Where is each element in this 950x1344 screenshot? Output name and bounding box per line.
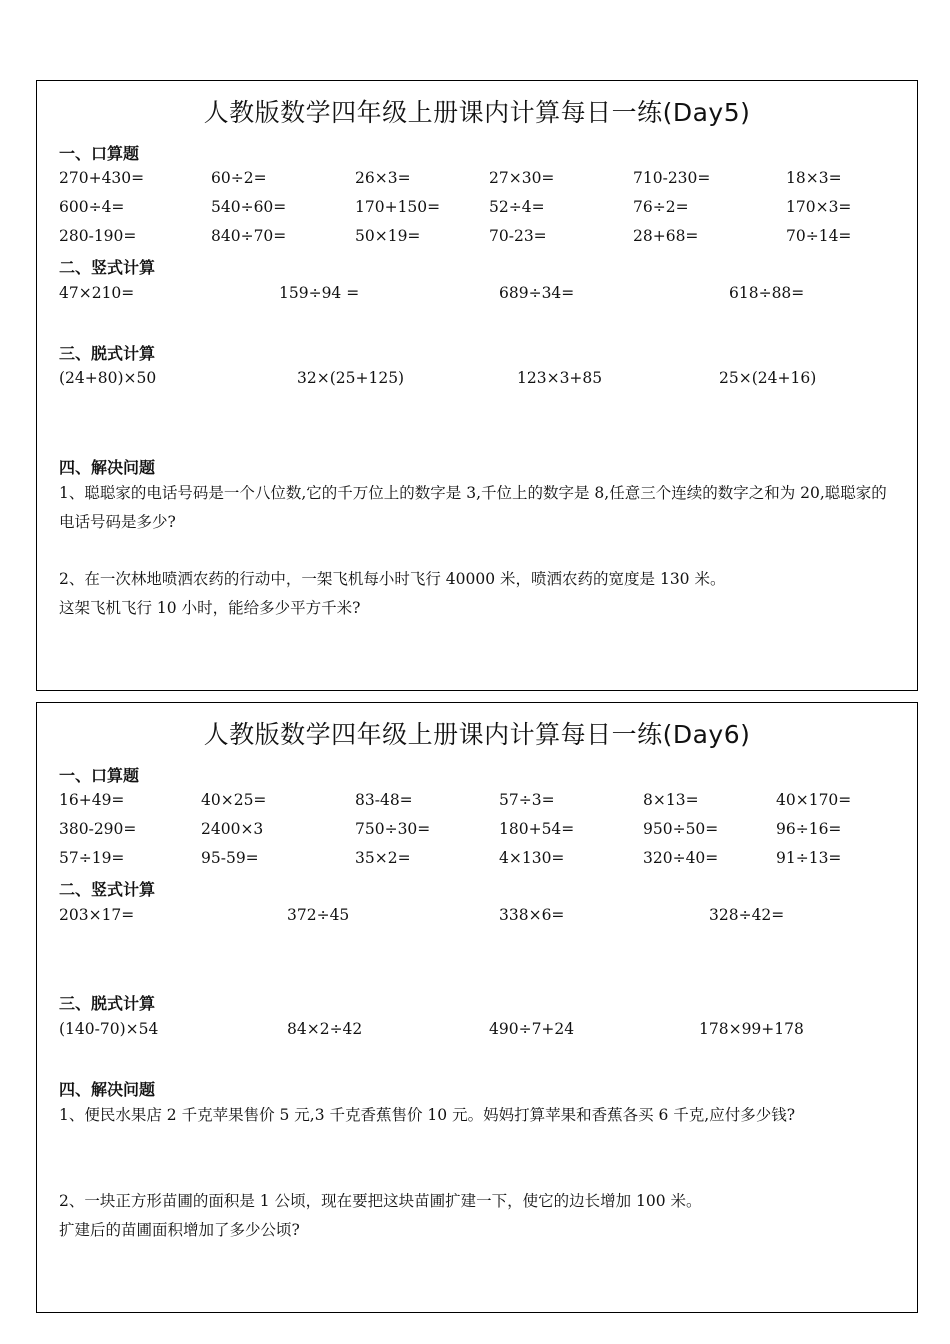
worksheet-day6 [36,702,918,1313]
word-problem-2-line2: 这架飞机飞行 10 小时，能给多少平方千米? [59,599,361,617]
stepwise-problem: 25×(24+16) [719,369,817,387]
oral-problem: 27×30= [489,169,555,187]
oral-problem: 35×2= [355,849,411,867]
oral-problem: 750÷30= [355,820,431,838]
word-problem-1: 1、便民水果店 2 千克苹果售价 5 元,3 千克香蕉售价 10 元。妈妈打算苹果和香蕉各买 6 千克,应付多少钱? [59,1106,796,1124]
oral-problem: 16+49= [59,791,125,809]
oral-problem: 50×19= [355,227,421,245]
oral-problem: 600÷4= [59,198,125,216]
vertical-problem: 338×6= [499,906,565,924]
oral-problem: 40×170= [776,791,852,809]
oral-row [59,169,917,193]
oral-problem: 52÷4= [489,198,545,216]
oral-problem: 4×130= [499,849,565,867]
oral-problem: 57÷19= [59,849,125,867]
stepwise-problem: 490÷7+24 [489,1020,575,1038]
section-heading-oral: 一、口算题 [59,144,140,163]
oral-problem: 96÷16= [776,820,842,838]
word-problem-2-line1: 2、在一次林地喷洒农药的行动中，一架飞机每小时飞行 40000 米，喷洒农药的宽度是 130 米。 [59,570,726,588]
stepwise-problem: (24+80)×50 [59,369,157,387]
oral-problem: 2400×3 [201,820,264,838]
worksheet-title: 人教版数学四年级上册课内计算每日一练(Day6) [203,720,751,749]
oral-row [59,849,917,873]
oral-row [59,198,917,222]
vertical-problem: 618÷88= [729,284,805,302]
word-problem-1: 1、聪聪家的电话号码是一个八位数,它的千万位上的数字是 3,千位上的数字是 8,任意三个连续的数字之和为 20,聪聪家的电话号码是多少? [59,484,887,531]
oral-problem: 95-59= [201,849,259,867]
oral-problem: 83-48= [355,791,413,809]
vertical-problem: 689÷34= [499,284,575,302]
stepwise-problem: 123×3+85 [517,369,603,387]
section-heading-vertical: 二、竖式计算 [59,258,156,277]
oral-problem: 170×3= [786,198,852,216]
oral-row [59,227,917,251]
stepwise-problem: (140-70)×54 [59,1020,159,1038]
worksheet-title: 人教版数学四年级上册课内计算每日一练(Day5) [203,98,751,127]
oral-problem: 57÷3= [499,791,555,809]
oral-problem: 70-23= [489,227,547,245]
vertical-problem: 328÷42= [709,906,785,924]
oral-problem: 280-190= [59,227,137,245]
vertical-problem: 159÷94 = [279,284,360,302]
section-heading-oral: 一、口算题 [59,766,140,785]
vertical-problem: 203×17= [59,906,135,924]
oral-problem: 76÷2= [633,198,689,216]
oral-problem: 8×13= [643,791,699,809]
oral-problem: 320÷40= [643,849,719,867]
oral-problem: 270+430= [59,169,145,187]
oral-problem: 540÷60= [211,198,287,216]
oral-problem: 18×3= [786,169,842,187]
stepwise-problem: 178×99+178 [699,1020,804,1038]
oral-problem: 60÷2= [211,169,267,187]
vertical-row [59,284,917,308]
oral-problem: 840÷70= [211,227,287,245]
vertical-problem: 47×210= [59,284,135,302]
stepwise-row [59,1020,917,1044]
section-heading-stepwise: 三、脱式计算 [59,994,156,1013]
section-heading-stepwise: 三、脱式计算 [59,344,156,363]
oral-problem: 170+150= [355,198,441,216]
oral-problem: 28+68= [633,227,699,245]
word-problem-2-line2: 扩建后的苗圃面积增加了多少公顷? [59,1221,300,1239]
section-heading-vertical: 二、竖式计算 [59,880,156,899]
oral-problem: 26×3= [355,169,411,187]
oral-problem: 380-290= [59,820,137,838]
oral-problem: 710-230= [633,169,711,187]
stepwise-problem: 84×2÷42 [287,1020,363,1038]
worksheet-day5 [36,80,918,691]
oral-problem: 180+54= [499,820,575,838]
word-problem-2-line1: 2、一块正方形苗圃的面积是 1 公顷，现在要把这块苗圃扩建一下，使它的边长增加 100 米。 [59,1192,702,1210]
oral-problem: 91÷13= [776,849,842,867]
stepwise-row [59,369,917,393]
section-heading-problems: 四、解决问题 [59,458,156,477]
vertical-problem: 372÷45 [287,906,350,924]
oral-problem: 40×25= [201,791,267,809]
oral-problem: 70÷14= [786,227,852,245]
vertical-row [59,906,917,930]
stepwise-problem: 32×(25+125) [297,369,405,387]
section-heading-problems: 四、解决问题 [59,1080,156,1099]
oral-problem: 950÷50= [643,820,719,838]
oral-row [59,791,917,815]
oral-row [59,820,917,844]
